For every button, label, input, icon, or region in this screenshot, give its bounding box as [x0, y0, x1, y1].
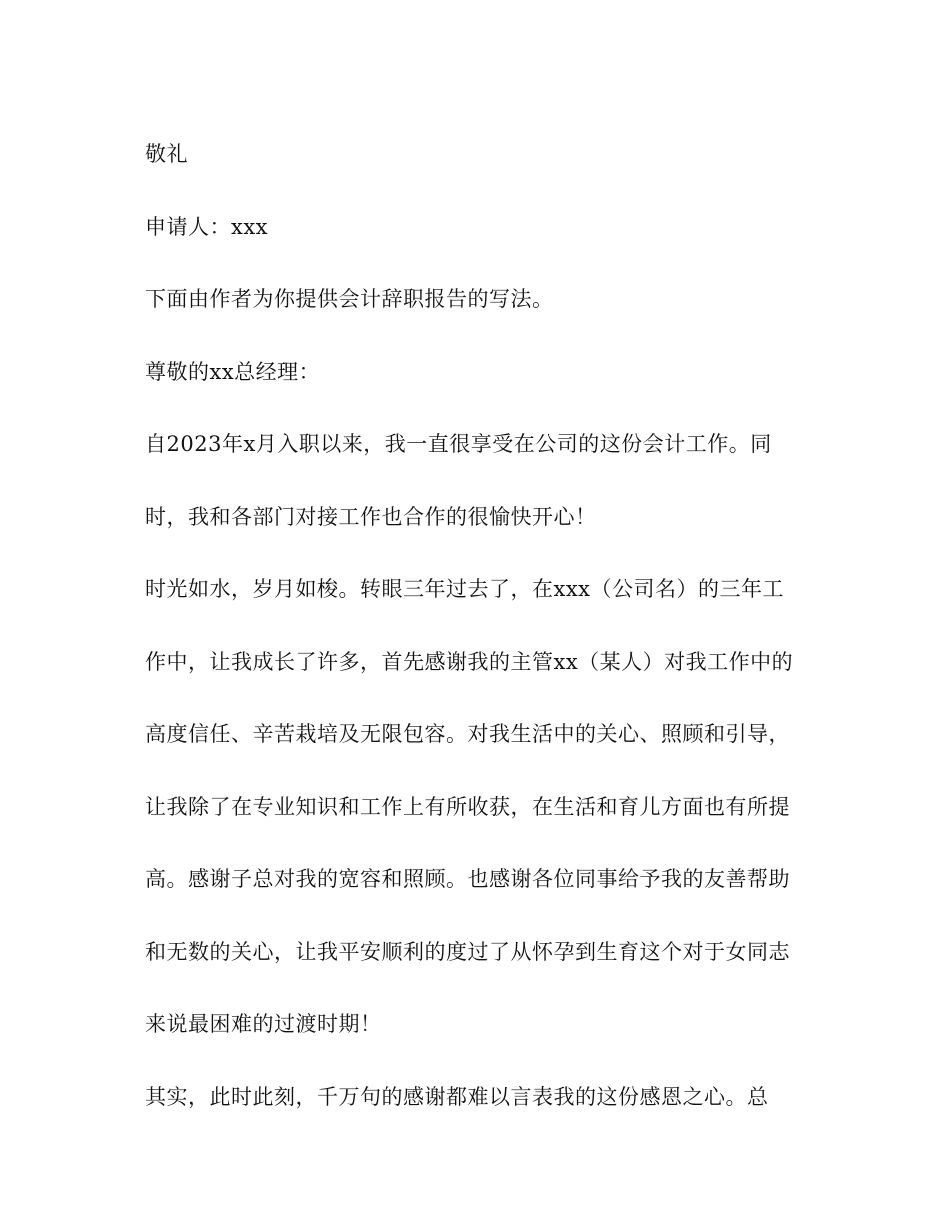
text-line: 作中，让我成长了许多，首先感谢我的主管xx（某人）对我工作中的 [145, 649, 794, 674]
text-line: 其实，此时此刻，千万句的感谢都难以言表我的这份感恩之心。总 [145, 1084, 769, 1109]
text-line: 来说最困难的过渡时期！ [145, 1012, 382, 1036]
letter-greeting: 尊敬的xx总经理： [145, 359, 321, 384]
text-line: 高。感谢子总对我的宽容和照顾。也感谢各位同事给予我的友善帮助 [145, 867, 790, 891]
text-line: 和无数的关心，让我平安顺利的度过了从怀孕到生育这个对于女同志 [145, 939, 790, 964]
text-line: 高度信任、辛苦栽培及无限包容。对我生活中的关心、照顾和引导， [145, 722, 790, 746]
text-line: 让我除了在专业知识和工作上有所收获，在生活和育儿方面也有所提 [145, 794, 790, 819]
document-body [145, 118, 815, 1133]
intro-line: 下面由作者为你提供会计辞职报告的写法。 [145, 287, 554, 311]
applicant-signature: 申请人：xxx [145, 214, 269, 239]
text-line: 时，我和各部门对接工作也合作的很愉快开心！ [145, 504, 597, 529]
text-line: 时光如水，岁月如梭。转眼三年过去了，在xxx（公司名）的三年工 [145, 577, 785, 601]
closing-salutation: 敬礼 [145, 142, 188, 166]
text-line: 自2023年x月入职以来，我一直很享受在公司的这份会计工作。同 [145, 432, 772, 456]
